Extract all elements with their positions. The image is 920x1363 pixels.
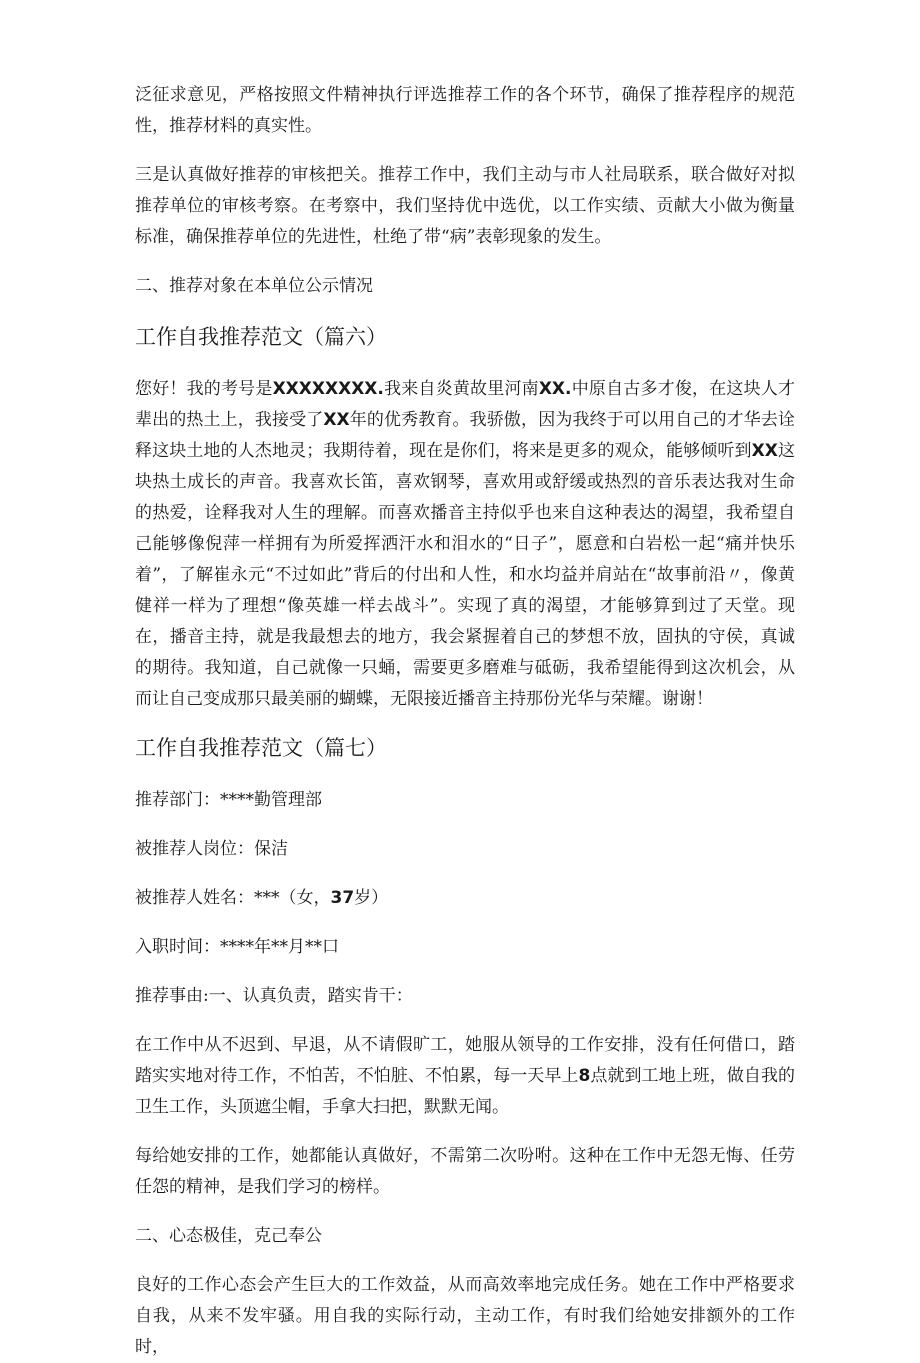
paragraph-work-attitude bbox=[135, 1030, 795, 1123]
placeholder-xx: XX bbox=[323, 410, 350, 430]
text-run: 在工作中从不迟到、早退，从不请假旷工，她服从领导的工作安排，没有任何借口，踏踏实实地对待工作，不怕苦，不怕脏、不怕累，每一天早上 bbox=[135, 1035, 795, 1086]
paragraph-review-check: 三是认真做好推荐的审核把关。推荐工作中，我们主动与市人社局联系，联合做好对拟推荐单位的审核考察。在考察中，我们坚持优中选优，以工作实绩、贡献大小做为衡量标准，确保推荐单位的先进性，杜绝了带“病”表彰现象的发生。 bbox=[135, 165, 795, 247]
heading-sample-six: 工作自我推荐范文（篇六） bbox=[135, 325, 387, 349]
age-value: 37 bbox=[330, 888, 355, 908]
text-run: 年的优秀教育。我骄傲，因为我终于可以用自己的才华去诠释这块土地的人杰地灵；我期待着，现在是你们，将来是更多的观众，能够倾听到 bbox=[135, 410, 795, 461]
field-position: 被推荐人岗位：保洁 bbox=[135, 839, 288, 859]
paragraph-praise: 每给她安排的工作，她都能认真做好，不需第二次吩咐。这种在工作中无怨无悔、任劳任怨的精神，是我们学习的榜样。 bbox=[135, 1146, 795, 1197]
text-run: 岁） bbox=[354, 888, 389, 908]
placeholder-xx: XX. bbox=[538, 379, 572, 399]
exam-number: XXXXXXXX. bbox=[272, 379, 384, 399]
heading-sample-seven: 工作自我推荐范文（篇七） bbox=[135, 736, 387, 760]
field-reason: 推荐事由:一、认真负责，踏实肯干： bbox=[135, 986, 413, 1006]
text-run: 被推荐人姓名：***（女， bbox=[135, 888, 331, 908]
field-name bbox=[135, 883, 795, 914]
section-heading-mindset: 二、心态极佳，克己奉公 bbox=[135, 1226, 322, 1246]
paragraph-self-introduction bbox=[135, 374, 795, 715]
text-run: 中原自古多才俊，在这块人才辈出的热土上，我接受了 bbox=[135, 379, 796, 430]
text-run: 这块热土成长的声音。我喜欢长笛，喜欢钢琴，喜欢用或舒缓或热烈的音乐表达我对生命的热爱，诠释我对人生的理解。而喜欢播音主持似乎也来自这种表达的渴望，我希望自己能够像倪萍一样拥有为所爱挥洒汗水和泪水的“日子”，愿意和白岩松一起“痛并快乐着”，了解崔永元“不过如此”背后的付出和人性，和水均益并肩站在“故事前沿〃，像黄健祥一样为了理想“像英雄一样去战斗”。实现了真的渴望，才能够算到过了天堂。现在，播音主持，就是我最想去的地方，我会紧握着自己的梦想不放，固执的守侯，真诚的期待。我知道，自己就像一只蛹，需要更多磨难与砥砺，我希望能得到这次机会，从而让自己变成那只最美丽的蝴蝶，无限接近播音主持那份光华与荣耀。谢谢！ bbox=[135, 441, 796, 709]
document-page bbox=[135, 80, 795, 1363]
placeholder-xx: XX bbox=[751, 441, 778, 461]
section-heading-publicity: 二、推荐对象在本单位公示情况 bbox=[135, 276, 373, 296]
field-join-date: 入职时间：****年**月**口 bbox=[135, 937, 339, 957]
field-department: 推荐部门：****勤管理部 bbox=[135, 790, 322, 810]
text-run: 点就到工地上班，做自我的卫生工作，头顶遮尘帽，手拿大扫把，默默无闻。 bbox=[135, 1066, 796, 1117]
hour-value: 8 bbox=[578, 1066, 591, 1086]
text-run: 您好！我的考号是 bbox=[135, 379, 273, 399]
text-run: 我来自炎黄故里河南 bbox=[383, 379, 539, 399]
paragraph-work-mindset: 良好的工作心态会产生巨大的工作效益，从而高效率地完成任务。她在工作中严格要求自我，从来不发牢骚。用自我的实际行动，主动工作，有时我们给她安排额外的工作时， bbox=[135, 1275, 795, 1357]
paragraph-recommendation-procedure: 泛征求意见，严格按照文件精神执行评选推荐工作的各个环节，确保了推荐程序的规范性，推荐材料的真实性。 bbox=[135, 85, 795, 136]
